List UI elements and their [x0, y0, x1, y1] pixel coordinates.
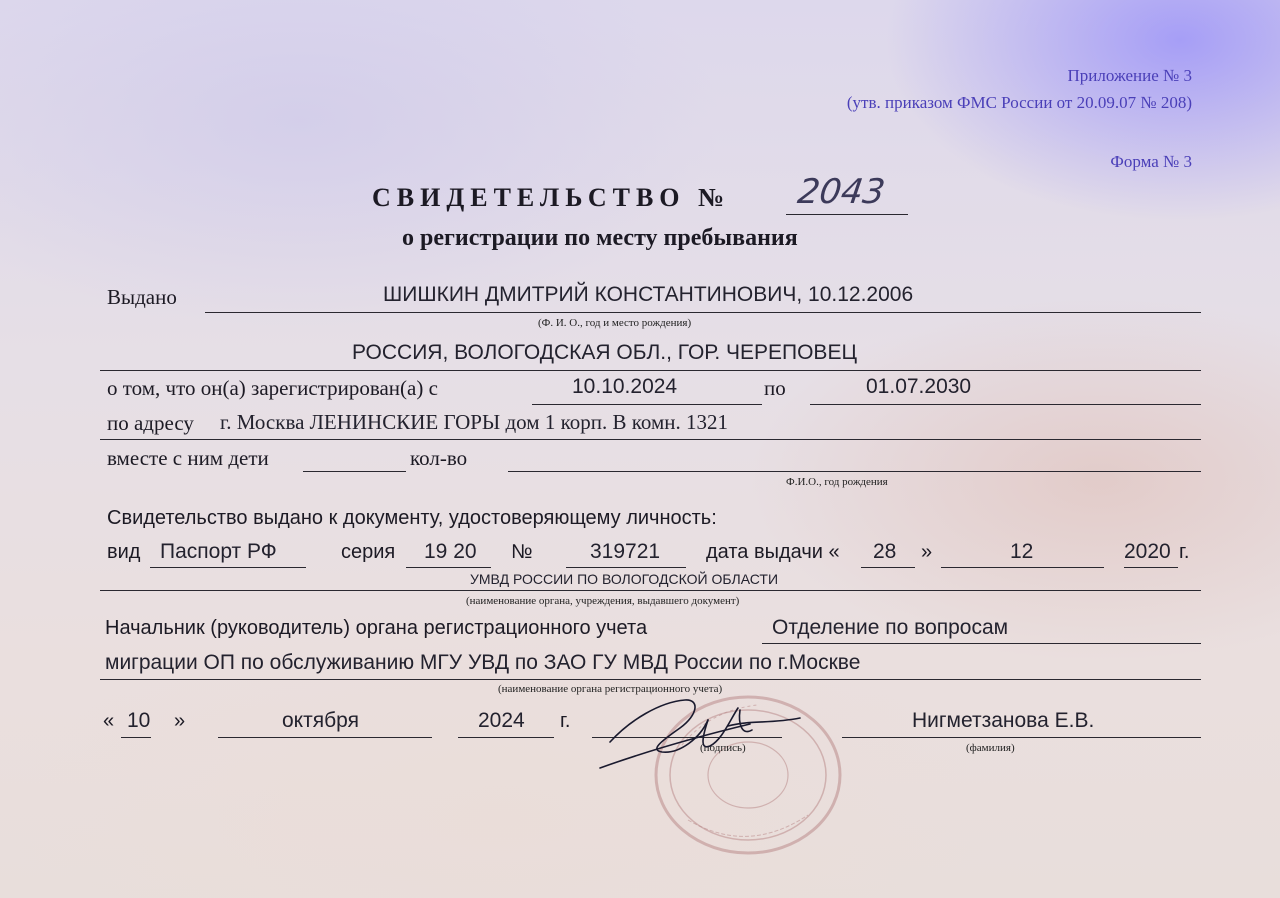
children-caption: Ф.И.О., год рождения — [786, 476, 888, 488]
document-series: 19 20 — [424, 540, 477, 563]
registration-to-label: по — [764, 376, 786, 400]
issue-month: 12 — [1010, 540, 1034, 563]
issue-day: 28 — [873, 540, 897, 563]
document-type: Паспорт РФ — [160, 540, 277, 563]
surname-line — [842, 737, 1201, 738]
authority-label: Начальник (руководитель) органа регистрационного учета — [105, 617, 648, 639]
certificate-title: СВИДЕТЕЛЬСТВО № — [372, 183, 731, 212]
issued-to-label: Выдано — [107, 285, 177, 309]
issued-to-line — [205, 312, 1201, 313]
sign-year: 2024 — [478, 709, 525, 732]
handwritten-signature-icon — [590, 680, 840, 780]
appendix-label: Приложение № 3 — [1067, 66, 1192, 85]
sign-open-quote: « — [103, 710, 115, 732]
address-label: по адресу — [107, 411, 194, 435]
children-count-line — [508, 471, 1201, 472]
document-series-label: серия — [341, 541, 396, 563]
sign-day-line — [121, 737, 151, 738]
address-line — [100, 439, 1201, 440]
issue-month-line — [941, 567, 1104, 568]
issue-year-suffix: г. — [1179, 541, 1190, 563]
certificate-number-line — [786, 214, 908, 215]
issue-year: 2020 — [1124, 540, 1171, 563]
birthplace-line — [100, 370, 1201, 371]
official-surname: Нигметзанова Е.В. — [912, 709, 1095, 732]
authority-value-line-2: миграции ОП по обслуживанию МГУ УВД по ЗАО ГУ МВД России по г.Москве — [105, 651, 861, 674]
authority-value-line-1: Отделение по вопросам — [772, 616, 1009, 639]
approval-note: (утв. приказом ФМС России от 20.09.07 № 208) — [846, 93, 1192, 112]
holder-name-caption: (Ф. И. О., год и место рождения) — [538, 317, 692, 329]
sign-year-suffix: г. — [560, 710, 571, 732]
registration-label: о том, что он(а) зарегистрирован(а) с — [107, 376, 438, 400]
sign-day: 10 — [127, 709, 151, 732]
registration-from-line — [532, 404, 762, 405]
certificate-number: 2043 — [795, 172, 888, 212]
signature-caption: (подпись) — [700, 742, 746, 754]
document-type-label: вид — [107, 541, 141, 563]
sign-month-line — [218, 737, 432, 738]
issue-year-line — [1124, 567, 1178, 568]
document-number-label: № — [511, 541, 533, 563]
registration-to-line — [810, 404, 1201, 405]
sign-year-line — [458, 737, 554, 738]
document-issuer-line — [100, 590, 1201, 591]
children-count-label: кол-во — [410, 446, 468, 470]
document-series-line — [406, 567, 491, 568]
issue-date-label: дата выдачи « — [706, 541, 840, 563]
registration-to: 01.07.2030 — [866, 375, 972, 398]
document-number-line — [566, 567, 686, 568]
certificate-subtitle: о регистрации по месту пребывания — [402, 225, 798, 251]
registration-from: 10.10.2024 — [572, 375, 678, 398]
holder-name: ШИШКИН ДМИТРИЙ КОНСТАНТИНОВИЧ, 10.12.2006 — [383, 283, 914, 306]
children-line — [303, 471, 406, 472]
form-number: Форма № 3 — [1110, 152, 1192, 171]
sign-close-quote: » — [174, 710, 186, 732]
authority-caption: (наименование органа регистрационного учета) — [498, 683, 723, 695]
issue-day-line — [861, 567, 915, 568]
sign-month: октября — [282, 709, 359, 732]
issue-date-close-quote: » — [921, 541, 933, 563]
document-issuer: УМВД РОССИИ ПО ВОЛОГОДСКОЙ ОБЛАСТИ — [470, 571, 778, 587]
birthplace: РОССИЯ, ВОЛОГОДСКАЯ ОБЛ., ГОР. ЧЕРЕПОВЕЦ — [352, 341, 857, 364]
surname-caption: (фамилия) — [966, 742, 1015, 754]
document-intro: Свидетельство выдано к документу, удостоверяющему личность: — [107, 507, 717, 529]
authority-line-1 — [762, 643, 1201, 644]
document-type-line — [150, 567, 306, 568]
document-issuer-caption: (наименование органа, учреждения, выдавшего документ) — [466, 595, 740, 607]
document-number: 319721 — [590, 540, 661, 563]
children-label: вместе с ним дети — [107, 446, 269, 470]
address-value: г. Москва ЛЕНИНСКИЕ ГОРЫ дом 1 корп. В комн. 1321 — [220, 410, 728, 434]
